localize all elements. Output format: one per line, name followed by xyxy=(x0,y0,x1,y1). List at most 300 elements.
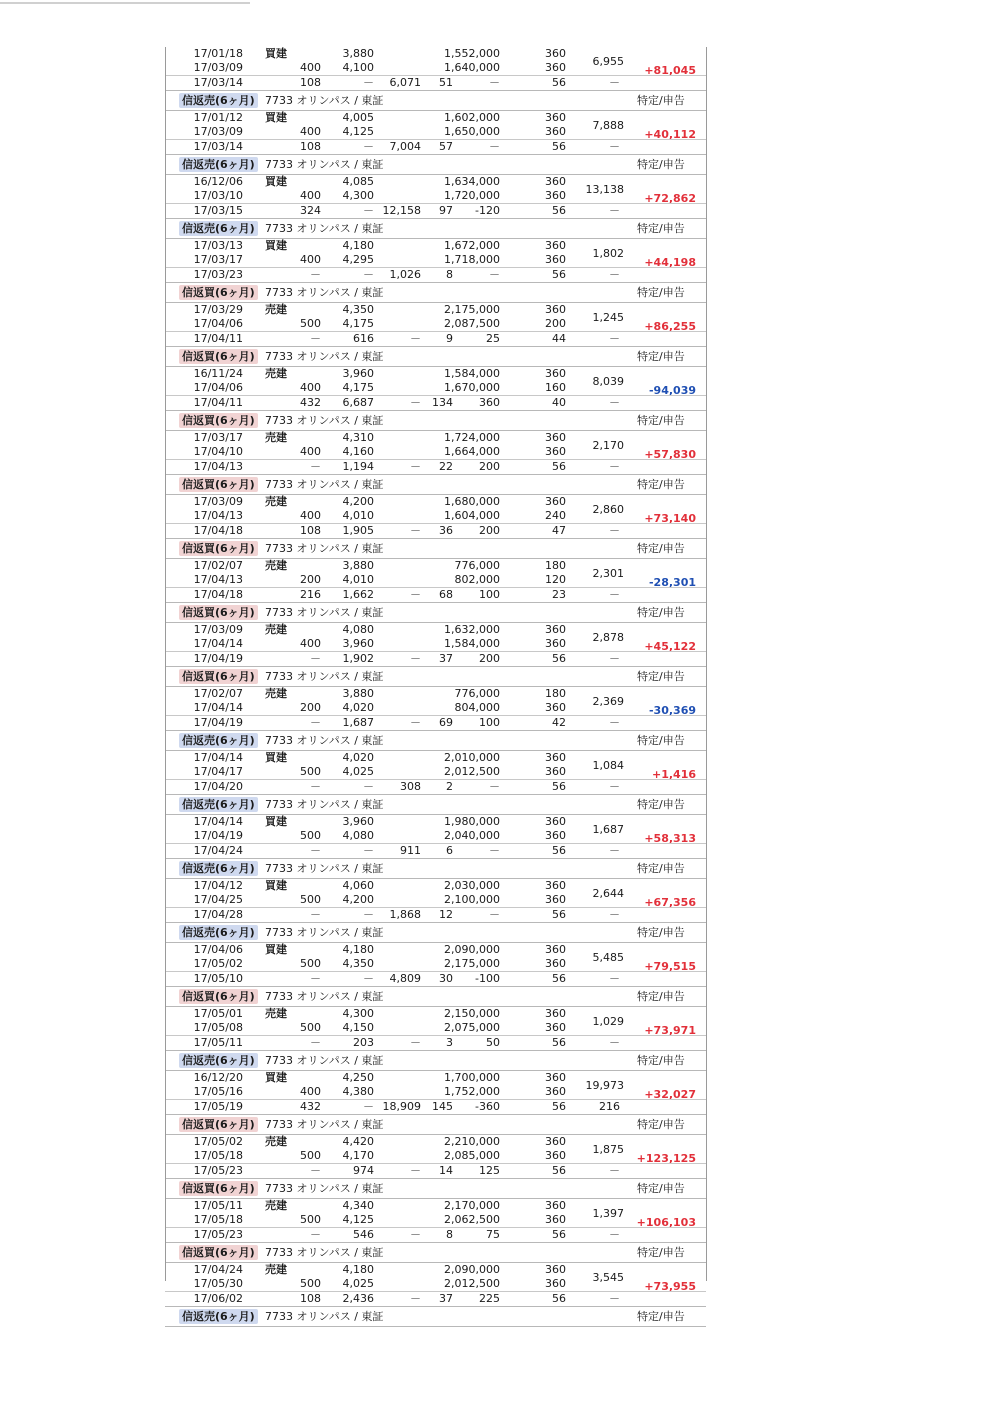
trade-line-close xyxy=(165,567,706,589)
trade-line-settle xyxy=(165,459,706,474)
trade-line-settle xyxy=(165,587,706,602)
rent-days: 37 xyxy=(439,1292,453,1305)
total-cost: 1,084 xyxy=(592,759,624,772)
position-type: 買建 xyxy=(265,815,287,828)
interest-amount: 974 xyxy=(353,1164,374,1177)
trade-type-label xyxy=(179,859,258,878)
rent-days: 30 xyxy=(439,972,453,985)
trade-block xyxy=(165,1007,706,1071)
open-price: 4,180 xyxy=(342,1263,374,1276)
settle-date: 17/06/02 xyxy=(193,1292,243,1305)
interest-days: 108 xyxy=(300,524,321,537)
settle-date: 17/05/11 xyxy=(193,1036,243,1049)
close-date: 17/04/10 xyxy=(193,445,243,458)
quantity: 500 xyxy=(300,1021,321,1034)
settle-date: 17/04/19 xyxy=(193,716,243,729)
close-date: 17/03/10 xyxy=(193,189,243,202)
open-fee: 360 xyxy=(545,175,566,188)
interest-days: － xyxy=(310,1036,321,1049)
tax-category: 特定/申告 xyxy=(637,926,685,939)
trade-type-label xyxy=(179,923,258,942)
other-cost: － xyxy=(609,332,620,345)
close-fee: 360 xyxy=(545,765,566,778)
profit-loss: +40,112 xyxy=(644,128,696,141)
open-amount: 2,170,000 xyxy=(444,1199,500,1212)
total-cost: 8,039 xyxy=(592,375,624,388)
open-date: 17/01/18 xyxy=(193,47,243,60)
trade-line-close xyxy=(165,631,706,653)
open-price: 4,420 xyxy=(342,1135,374,1148)
trade-line-open xyxy=(165,1263,706,1277)
close-fee: 200 xyxy=(545,317,566,330)
close-date: 17/05/16 xyxy=(193,1085,243,1098)
open-price: 4,180 xyxy=(342,239,374,252)
trade-line-open xyxy=(165,239,706,253)
quantity: 200 xyxy=(300,701,321,714)
open-price: 4,080 xyxy=(342,623,374,636)
trade-header-row xyxy=(165,922,706,943)
open-amount: 1,700,000 xyxy=(444,1071,500,1084)
interest-days: － xyxy=(310,268,321,281)
trade-line-close xyxy=(165,887,706,909)
trade-line-open xyxy=(165,303,706,317)
profit-loss: +67,356 xyxy=(644,896,696,909)
security-name: 7733 オリンパス / 東証 xyxy=(265,1054,384,1067)
close-price: 4,020 xyxy=(342,701,374,714)
close-fee: 360 xyxy=(545,1021,566,1034)
rent-days: 9 xyxy=(446,332,453,345)
open-date: 17/04/14 xyxy=(193,815,243,828)
trade-line-settle xyxy=(165,523,706,538)
trade-type-pill: 信返売(6ヶ月) xyxy=(179,157,258,172)
trade-type-pill: 信返買(6ヶ月) xyxy=(179,541,258,556)
admin-fee: 23 xyxy=(552,588,566,601)
security-name: 7733 オリンパス / 東証 xyxy=(265,606,384,619)
open-fee: 360 xyxy=(545,1071,566,1084)
rent-days: 37 xyxy=(439,652,453,665)
trade-type-pill: 信返買(6ヶ月) xyxy=(179,1181,258,1196)
quantity: 400 xyxy=(300,61,321,74)
quantity: 400 xyxy=(300,381,321,394)
open-fee: 360 xyxy=(545,1263,566,1276)
trade-line-close xyxy=(165,759,706,781)
interest-paid: 6,071 xyxy=(389,76,421,89)
close-price: 4,125 xyxy=(342,1213,374,1226)
close-fee: 360 xyxy=(545,253,566,266)
trade-type-pill: 信返売(6ヶ月) xyxy=(179,1309,258,1324)
open-date: 17/05/11 xyxy=(193,1199,243,1212)
quantity: 400 xyxy=(300,253,321,266)
quantity: 400 xyxy=(300,1085,321,1098)
trade-line-settle xyxy=(165,395,706,410)
close-date: 17/03/09 xyxy=(193,125,243,138)
open-date: 17/05/02 xyxy=(193,1135,243,1148)
tax-category: 特定/申告 xyxy=(637,1182,685,1195)
trade-line-open xyxy=(165,1071,706,1085)
interest-paid: － xyxy=(410,1228,421,1241)
interest-amount: － xyxy=(363,972,374,985)
open-date: 16/11/24 xyxy=(193,367,243,380)
other-cost: － xyxy=(609,780,620,793)
admin-fee: 56 xyxy=(552,1164,566,1177)
trade-type-pill: 信返売(6ヶ月) xyxy=(179,221,258,236)
interest-amount: － xyxy=(363,204,374,217)
interest-days: 432 xyxy=(300,1100,321,1113)
trade-line-close xyxy=(165,1143,706,1165)
trade-type-pill: 信返買(6ヶ月) xyxy=(179,285,258,300)
rent-days: 8 xyxy=(446,268,453,281)
total-cost: 2,644 xyxy=(592,887,624,900)
profit-loss: +73,955 xyxy=(644,1280,696,1293)
trade-block xyxy=(165,623,706,687)
close-date: 17/04/06 xyxy=(193,317,243,330)
position-type: 買建 xyxy=(265,47,287,60)
trade-line-close xyxy=(165,1207,706,1229)
trade-type-label xyxy=(179,1179,258,1198)
close-fee: 360 xyxy=(545,1085,566,1098)
close-price: 3,960 xyxy=(342,637,374,650)
other-cost: － xyxy=(609,140,620,153)
close-price: 4,125 xyxy=(342,125,374,138)
trade-type-pill: 信返売(6ヶ月) xyxy=(179,797,258,812)
trade-header-row xyxy=(165,154,706,175)
quantity: 500 xyxy=(300,317,321,330)
close-date: 17/05/18 xyxy=(193,1149,243,1162)
settle-date: 17/04/18 xyxy=(193,524,243,537)
close-fee: 360 xyxy=(545,893,566,906)
rent-fee: 225 xyxy=(479,1292,500,1305)
position-type: 売建 xyxy=(265,495,287,508)
position-type: 売建 xyxy=(265,367,287,380)
interest-amount: 6,687 xyxy=(342,396,374,409)
total-cost: 5,485 xyxy=(592,951,624,964)
trade-type-label xyxy=(179,155,258,174)
position-type: 売建 xyxy=(265,623,287,636)
rent-fee: － xyxy=(489,844,500,857)
interest-paid: － xyxy=(410,1164,421,1177)
security-name: 7733 オリンパス / 東証 xyxy=(265,670,384,683)
trade-type-pill: 信返売(6ヶ月) xyxy=(179,1053,258,1068)
trade-type-pill: 信返買(6ヶ月) xyxy=(179,477,258,492)
other-cost: － xyxy=(609,844,620,857)
total-cost: 3,545 xyxy=(592,1271,624,1284)
open-fee: 180 xyxy=(545,559,566,572)
close-date: 17/05/02 xyxy=(193,957,243,970)
open-price: 4,200 xyxy=(342,495,374,508)
close-date: 17/04/13 xyxy=(193,509,243,522)
close-amount: 1,650,000 xyxy=(444,125,500,138)
open-fee: 360 xyxy=(545,495,566,508)
close-fee: 360 xyxy=(545,1149,566,1162)
open-fee: 360 xyxy=(545,879,566,892)
tax-category: 特定/申告 xyxy=(637,862,685,875)
trade-block xyxy=(165,111,706,175)
security-name: 7733 オリンパス / 東証 xyxy=(265,158,384,171)
open-fee: 360 xyxy=(545,367,566,380)
other-cost: － xyxy=(609,1036,620,1049)
trade-line-settle xyxy=(165,843,706,858)
settle-date: 17/04/11 xyxy=(193,396,243,409)
open-price: 4,340 xyxy=(342,1199,374,1212)
interest-amount: 203 xyxy=(353,1036,374,1049)
open-fee: 360 xyxy=(545,431,566,444)
open-fee: 360 xyxy=(545,111,566,124)
other-cost: － xyxy=(609,716,620,729)
close-fee: 360 xyxy=(545,637,566,650)
open-fee: 360 xyxy=(545,623,566,636)
open-amount: 1,552,000 xyxy=(444,47,500,60)
rent-fee: － xyxy=(489,76,500,89)
trade-header-row xyxy=(165,1050,706,1071)
security-name: 7733 オリンパス / 東証 xyxy=(265,478,384,491)
trade-header-row xyxy=(165,1306,706,1327)
profit-loss: -28,301 xyxy=(648,576,696,589)
trade-type-pill: 信返売(6ヶ月) xyxy=(179,925,258,940)
rent-days: 97 xyxy=(439,204,453,217)
other-cost: － xyxy=(609,588,620,601)
interest-paid: － xyxy=(410,716,421,729)
close-fee: 360 xyxy=(545,1277,566,1290)
trade-line-open xyxy=(165,943,706,957)
settle-date: 17/05/23 xyxy=(193,1164,243,1177)
close-price: 4,175 xyxy=(342,317,374,330)
interest-paid: － xyxy=(410,652,421,665)
close-price: 4,150 xyxy=(342,1021,374,1034)
admin-fee: 56 xyxy=(552,844,566,857)
close-date: 17/04/25 xyxy=(193,893,243,906)
trade-type-label xyxy=(179,1243,258,1262)
close-amount: 2,175,000 xyxy=(444,957,500,970)
trade-ledger xyxy=(165,47,706,1327)
other-cost: － xyxy=(609,76,620,89)
total-cost: 1,687 xyxy=(592,823,624,836)
trade-block xyxy=(165,1199,706,1263)
tax-category: 特定/申告 xyxy=(637,670,685,683)
rent-fee: － xyxy=(489,908,500,921)
trade-line-settle xyxy=(165,715,706,730)
profit-loss: +72,862 xyxy=(644,192,696,205)
close-fee: 160 xyxy=(545,381,566,394)
trade-type-label xyxy=(179,795,258,814)
trade-line-close xyxy=(165,55,706,77)
close-fee: 360 xyxy=(545,701,566,714)
security-name: 7733 オリンパス / 東証 xyxy=(265,734,384,747)
trade-line-close xyxy=(165,119,706,141)
quantity: 200 xyxy=(300,573,321,586)
scan-artifact-line xyxy=(0,2,250,4)
open-amount: 1,584,000 xyxy=(444,367,500,380)
trade-block xyxy=(165,687,706,751)
interest-amount: 1,687 xyxy=(342,716,374,729)
close-date: 17/04/06 xyxy=(193,381,243,394)
trade-type-label xyxy=(179,1051,258,1070)
tax-category: 特定/申告 xyxy=(637,222,685,235)
interest-days: － xyxy=(310,844,321,857)
quantity: 400 xyxy=(300,189,321,202)
close-amount: 1,664,000 xyxy=(444,445,500,458)
trade-header-row xyxy=(165,1242,706,1263)
interest-amount: － xyxy=(363,140,374,153)
rent-fee: -120 xyxy=(475,204,500,217)
close-amount: 2,100,000 xyxy=(444,893,500,906)
quantity: 400 xyxy=(300,125,321,138)
close-date: 17/04/14 xyxy=(193,637,243,650)
other-cost: － xyxy=(609,1292,620,1305)
profit-loss: +106,103 xyxy=(636,1216,696,1229)
close-amount: 802,000 xyxy=(454,573,500,586)
admin-fee: 44 xyxy=(552,332,566,345)
total-cost: 2,878 xyxy=(592,631,624,644)
trade-line-close xyxy=(165,823,706,845)
admin-fee: 56 xyxy=(552,460,566,473)
tax-category: 特定/申告 xyxy=(637,1118,685,1131)
position-type: 売建 xyxy=(265,431,287,444)
tax-category: 特定/申告 xyxy=(637,798,685,811)
close-date: 17/04/13 xyxy=(193,573,243,586)
rent-fee: 125 xyxy=(479,1164,500,1177)
rent-days: 145 xyxy=(432,1100,453,1113)
interest-days: － xyxy=(310,716,321,729)
trade-line-settle xyxy=(165,1035,706,1050)
open-amount: 776,000 xyxy=(454,559,500,572)
trade-block xyxy=(165,879,706,943)
rent-fee: 200 xyxy=(479,652,500,665)
interest-paid: － xyxy=(410,588,421,601)
rent-days: 134 xyxy=(432,396,453,409)
close-date: 17/03/17 xyxy=(193,253,243,266)
settle-date: 17/04/20 xyxy=(193,780,243,793)
trade-block xyxy=(165,495,706,559)
security-name: 7733 オリンパス / 東証 xyxy=(265,350,384,363)
open-price: 4,020 xyxy=(342,751,374,764)
security-name: 7733 オリンパス / 東証 xyxy=(265,286,384,299)
trade-line-open xyxy=(165,431,706,445)
interest-amount: － xyxy=(363,844,374,857)
rent-fee: － xyxy=(489,268,500,281)
position-type: 買建 xyxy=(265,751,287,764)
interest-amount: 1,905 xyxy=(342,524,374,537)
interest-days: 216 xyxy=(300,588,321,601)
interest-paid: － xyxy=(410,1292,421,1305)
quantity: 500 xyxy=(300,1213,321,1226)
trade-header-row xyxy=(165,666,706,687)
interest-amount: － xyxy=(363,908,374,921)
trade-line-settle xyxy=(165,331,706,346)
interest-days: － xyxy=(310,652,321,665)
interest-days: 324 xyxy=(300,204,321,217)
quantity: 500 xyxy=(300,765,321,778)
open-amount: 1,632,000 xyxy=(444,623,500,636)
trade-line-settle xyxy=(165,1291,706,1306)
trade-type-label xyxy=(179,1115,258,1134)
security-name: 7733 オリンパス / 東証 xyxy=(265,94,384,107)
open-price: 4,060 xyxy=(342,879,374,892)
close-fee: 360 xyxy=(545,957,566,970)
trade-line-close xyxy=(165,1271,706,1293)
open-date: 16/12/06 xyxy=(193,175,243,188)
rent-days: 69 xyxy=(439,716,453,729)
open-date: 17/01/12 xyxy=(193,111,243,124)
trade-line-settle xyxy=(165,651,706,666)
open-price: 4,085 xyxy=(342,175,374,188)
trade-line-open xyxy=(165,559,706,573)
position-type: 売建 xyxy=(265,1199,287,1212)
rent-fee: 200 xyxy=(479,524,500,537)
close-date: 17/05/18 xyxy=(193,1213,243,1226)
open-price: 4,005 xyxy=(342,111,374,124)
quantity: 500 xyxy=(300,829,321,842)
position-type: 買建 xyxy=(265,175,287,188)
trade-type-pill: 信返売(6ヶ月) xyxy=(179,733,258,748)
profit-loss: -30,369 xyxy=(648,704,696,717)
trade-line-open xyxy=(165,111,706,125)
profit-loss: +73,140 xyxy=(644,512,696,525)
trade-type-label xyxy=(179,411,258,430)
rent-days: 57 xyxy=(439,140,453,153)
trade-type-pill: 信返買(6ヶ月) xyxy=(179,1117,258,1132)
interest-paid: － xyxy=(410,332,421,345)
trade-block xyxy=(165,239,706,303)
open-amount: 2,150,000 xyxy=(444,1007,500,1020)
total-cost: 1,802 xyxy=(592,247,624,260)
trade-line-close xyxy=(165,1015,706,1037)
trade-header-row xyxy=(165,474,706,495)
security-name: 7733 オリンパス / 東証 xyxy=(265,990,384,1003)
admin-fee: 56 xyxy=(552,1228,566,1241)
admin-fee: 47 xyxy=(552,524,566,537)
trade-header-row xyxy=(165,858,706,879)
position-type: 売建 xyxy=(265,687,287,700)
trade-line-open xyxy=(165,623,706,637)
quantity: 400 xyxy=(300,509,321,522)
rent-days: 12 xyxy=(439,908,453,921)
rent-fee: 100 xyxy=(479,588,500,601)
trade-type-pill: 信返売(6ヶ月) xyxy=(179,93,258,108)
interest-paid: 18,909 xyxy=(382,1100,421,1113)
admin-fee: 56 xyxy=(552,652,566,665)
interest-paid: － xyxy=(410,396,421,409)
interest-paid: － xyxy=(410,1036,421,1049)
trade-line-open xyxy=(165,1199,706,1213)
open-fee: 180 xyxy=(545,687,566,700)
interest-amount: － xyxy=(363,780,374,793)
total-cost: 1,397 xyxy=(592,1207,624,1220)
rent-days: 36 xyxy=(439,524,453,537)
settle-date: 17/05/19 xyxy=(193,1100,243,1113)
close-fee: 360 xyxy=(545,189,566,202)
admin-fee: 56 xyxy=(552,268,566,281)
trade-line-open xyxy=(165,175,706,189)
interest-amount: 616 xyxy=(353,332,374,345)
profit-loss: +58,313 xyxy=(644,832,696,845)
trade-line-close xyxy=(165,311,706,333)
tax-category: 特定/申告 xyxy=(637,158,685,171)
trade-block xyxy=(165,175,706,239)
close-date: 17/05/08 xyxy=(193,1021,243,1034)
security-name: 7733 オリンパス / 東証 xyxy=(265,1182,384,1195)
admin-fee: 56 xyxy=(552,1100,566,1113)
open-date: 17/04/14 xyxy=(193,751,243,764)
position-type: 売建 xyxy=(265,303,287,316)
trade-type-label xyxy=(179,667,258,686)
open-amount: 2,010,000 xyxy=(444,751,500,764)
trade-line-close xyxy=(165,183,706,205)
left-border xyxy=(165,47,166,1281)
admin-fee: 56 xyxy=(552,204,566,217)
interest-amount: － xyxy=(363,76,374,89)
trade-line-open xyxy=(165,1135,706,1149)
interest-amount: － xyxy=(363,268,374,281)
